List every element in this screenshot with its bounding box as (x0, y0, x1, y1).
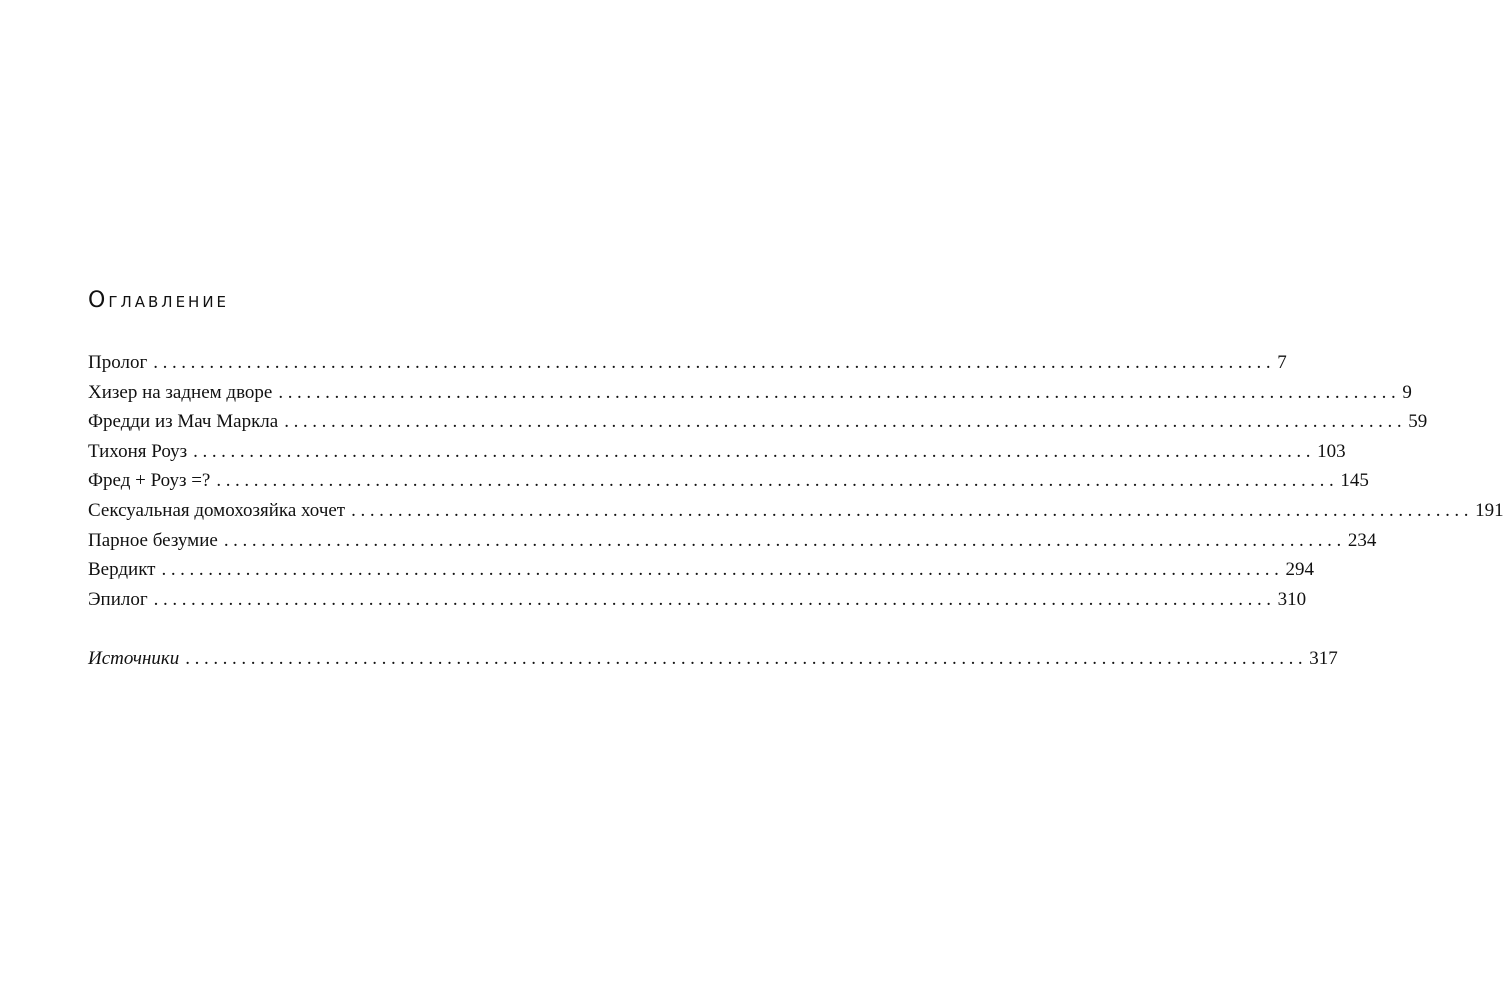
dot-leader: ........................................................................................................................ (216, 470, 1339, 492)
dot-leader: ........................................................................................................................ (153, 352, 1276, 373)
dot-leader: ........................................................................................................................ (223, 529, 1346, 551)
toc-entry-label: Хизер на заднем дворе (88, 381, 273, 403)
toc-entry[interactable] (88, 348, 1287, 378)
toc-entry-page: 310 (1277, 588, 1307, 610)
toc-entry[interactable] (88, 437, 1346, 467)
toc-entry-page: 294 (1285, 559, 1314, 581)
toc-list (88, 348, 1504, 674)
toc-entry[interactable] (88, 555, 1314, 585)
toc-entry-label: Пролог (88, 352, 148, 373)
toc-entry-page: 59 (1408, 411, 1428, 433)
toc-entry-page: 145 (1340, 470, 1369, 492)
dot-leader: ........................................................................................................................ (185, 647, 1308, 669)
toc-entry-label: Сексуальная домохозяйка хочет (88, 499, 346, 521)
dot-leader: ........................................................................................................................ (351, 499, 1474, 521)
toc-entry-label: Фред + Роуз =? (88, 470, 211, 492)
toc-sources-page: 317 (1309, 647, 1338, 669)
toc-entry-label: Фредди из Мач Маркла (88, 411, 279, 433)
dot-leader: ........................................................................................................................ (278, 381, 1401, 403)
dot-leader: ........................................................................................................................ (193, 440, 1316, 462)
toc-entry-label: Тихоня Роуз (88, 440, 188, 462)
toc-entry-page: 103 (1317, 440, 1346, 462)
toc-entry-sources[interactable] (88, 644, 1338, 674)
toc-entry[interactable] (88, 378, 1412, 408)
toc-entry-label: Парное безумие (88, 529, 218, 551)
dot-leader: ........................................................................................................................ (153, 588, 1276, 610)
dot-leader: ........................................................................................................................ (161, 559, 1284, 581)
toc-entry-page: 9 (1402, 381, 1412, 403)
toc-title: Оглавление (88, 288, 230, 313)
toc-sources-label: Источники (88, 647, 180, 669)
toc-entry[interactable] (88, 526, 1377, 556)
toc-entry[interactable] (88, 407, 1428, 437)
toc-entry-page: 234 (1347, 529, 1377, 551)
toc-entry[interactable] (88, 585, 1307, 615)
dot-leader: ........................................................................................................................ (284, 411, 1407, 433)
toc-entry-page: 191 (1475, 499, 1504, 521)
toc-entry-label: Вердикт (88, 559, 156, 581)
toc-entry[interactable] (88, 466, 1369, 496)
toc-entry-page: 7 (1277, 352, 1287, 373)
toc-entry-label: Эпилог (88, 588, 148, 610)
toc-entry[interactable] (88, 496, 1504, 526)
